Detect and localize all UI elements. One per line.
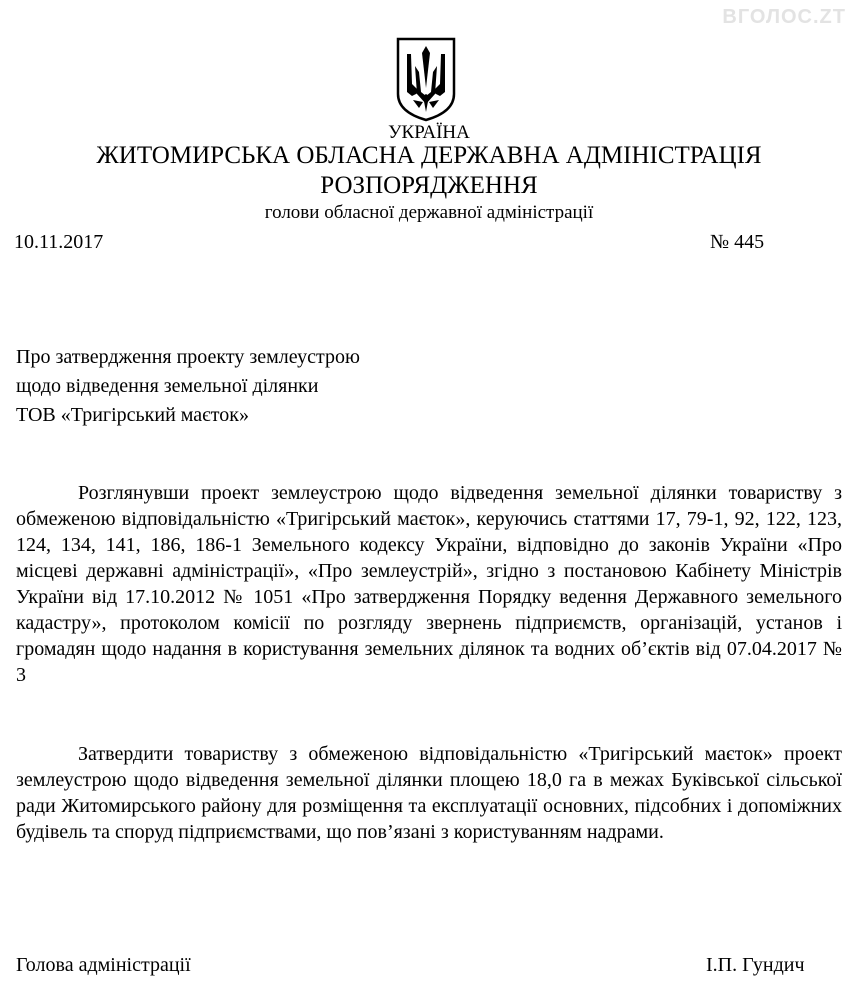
body-paragraph-preamble: Розглянувши проект землеустрою щодо відведення земельної ділянки товариству з обмеженою відповідальністю «Тригірський маєток», керуючись статтями 17, 79-1, 92, 122, 123, 124, 134, 141, 186, 186-1 Земельного кодексу України, відповідно до законів України «Про місцеві державні адміністрації», «Про землеустрій», згідно з постановою Кабінету Міністрів України від 17.10.2012 № 1051 «Про затвердження Порядку ведення Державного земельного кадастру», протоколом комісії по розгляду звернень підприємств, організацій, установ і громадян щодо надання в користування земельних ділянок та водних об’єктів від 07.04.2017 № 3 xyxy=(16,482,842,686)
administration-name: ЖИТОМИРСЬКА ОБЛАСНА ДЕРЖАВНА АДМІНІСТРАЦІЯ xyxy=(96,142,762,169)
coat-of-arms-icon xyxy=(395,36,457,122)
subject-line: ТОВ «Тригірський маєток» xyxy=(16,404,249,426)
document-date: 10.11.2017 xyxy=(14,231,104,253)
body-paragraph-decision: Затвердити товариству з обмеженою відповідальністю «Тригірський маєток» проект землеустрою щодо відведення земельної ділянки площею 18,0 га в межах Буківської сільської ради Житомирського району для розміщення та експлуатації основних, підсобних і допоміжних будівель та споруд підприємствами, що пов’язані з користуванням надрами. xyxy=(16,743,842,843)
country-name: УКРАЇНА xyxy=(388,122,470,143)
subject-line: щодо відведення земельної ділянки xyxy=(16,375,319,397)
document-subtitle: голови обласної державної адміністрації xyxy=(264,202,594,223)
document-type: РОЗПОРЯДЖЕННЯ xyxy=(320,172,538,199)
signatory-title: Голова адміністрації xyxy=(16,954,191,976)
signatory-name: І.П. Гундич xyxy=(706,954,805,976)
site-watermark: ВГОЛОС.ZT xyxy=(722,6,846,28)
document-number: № 445 xyxy=(710,231,765,253)
document-subject xyxy=(16,343,360,430)
subject-line: Про затвердження проекту землеустрою xyxy=(16,346,360,368)
